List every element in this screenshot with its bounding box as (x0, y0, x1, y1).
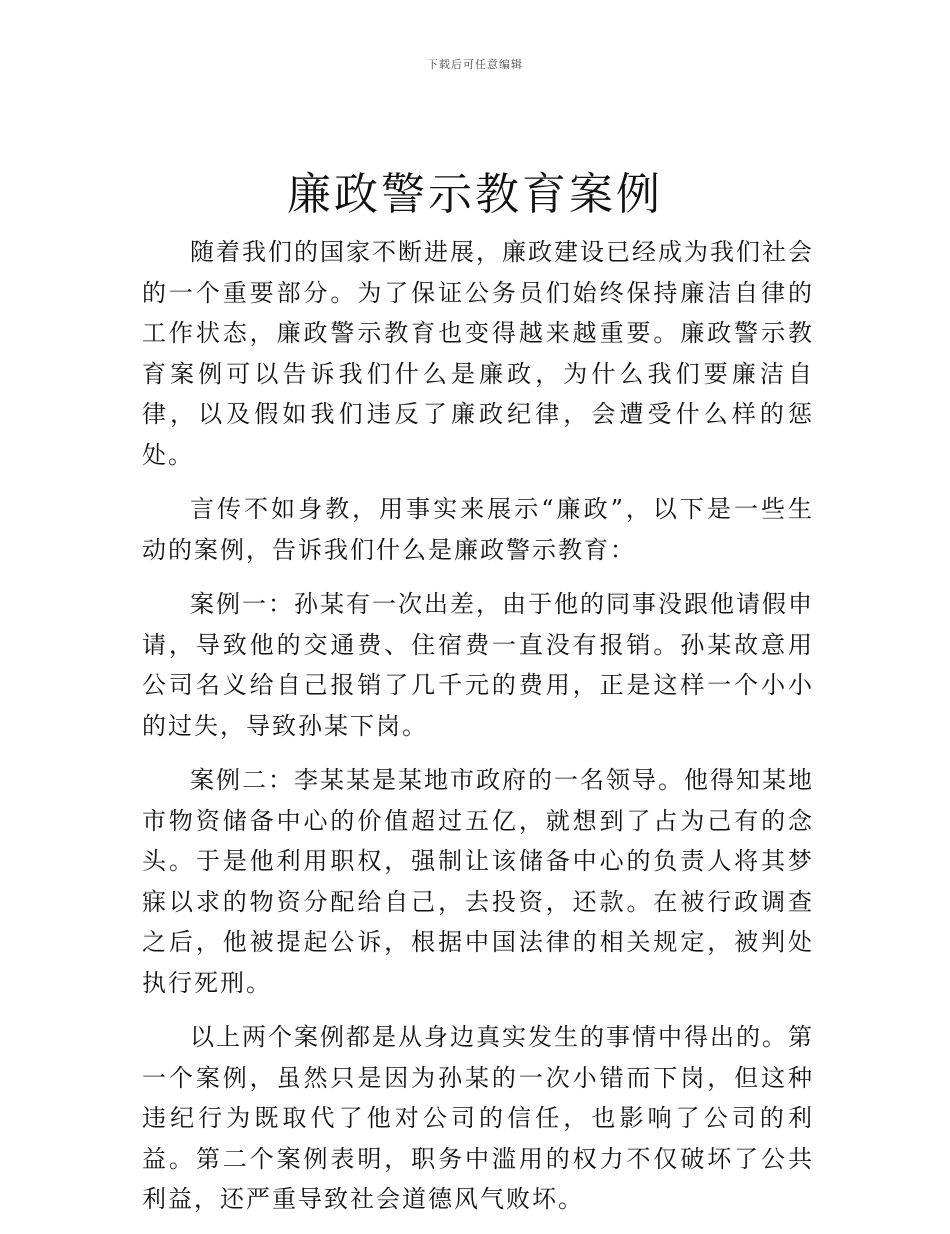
paragraph-case-one: 案例一：孙某有一次出差，由于他的同事没跟他请假申请，导致他的交通费、住宿费一直没有报销。孙某故意用公司名义给自己报销了几千元的费用，正是这样一个小小的过失，导致孙某下岗。 (142, 590, 814, 740)
header-note: 下载后可任意编辑 (427, 58, 523, 71)
paragraph-case-two: 案例二：李某某是某地市政府的一名领导。他得知某地市物资储备中心的价值超过五亿，就想到了占为己有的念头。于是他利用职权，强制让该储备中心的负责人将其梦寐以求的物资分配给自己，去投资，还款。在被行政调查之后，他被提起公诉，根据中国法律的相关规定，被判处执行死刑。 (142, 766, 814, 997)
document-title: 廉政警示教育案例 (287, 169, 663, 220)
paragraph-intro: 随着我们的国家不断进展，廉政建设已经成为我们社会的一个重要部分。为了保证公务员们始终保持廉洁自律的工作状态，廉政警示教育也变得越来越重要。廉政警示教育案例可以告诉我们什么是廉政，为什么我们要廉洁自律，以及假如我们违反了廉政纪律，会遭受什么样的惩处。 (142, 238, 814, 469)
paragraph-conclusion: 以上两个案例都是从身边真实发生的事情中得出的。第一个案例，虽然只是因为孙某的一次小错而下岗，但这种违纪行为既取代了他对公司的信任，也影响了公司的利益。第二个案例表明，职务中滥用的权力不仅破坏了公共利益，还严重导致社会道德风气败坏。 (142, 1023, 814, 1213)
paragraph-lead-in: 言传不如身教，用事实来展示“廉政”，以下是一些生动的案例，告诉我们什么是廉政警示教育： (142, 495, 814, 564)
document-body (142, 232, 814, 1234)
